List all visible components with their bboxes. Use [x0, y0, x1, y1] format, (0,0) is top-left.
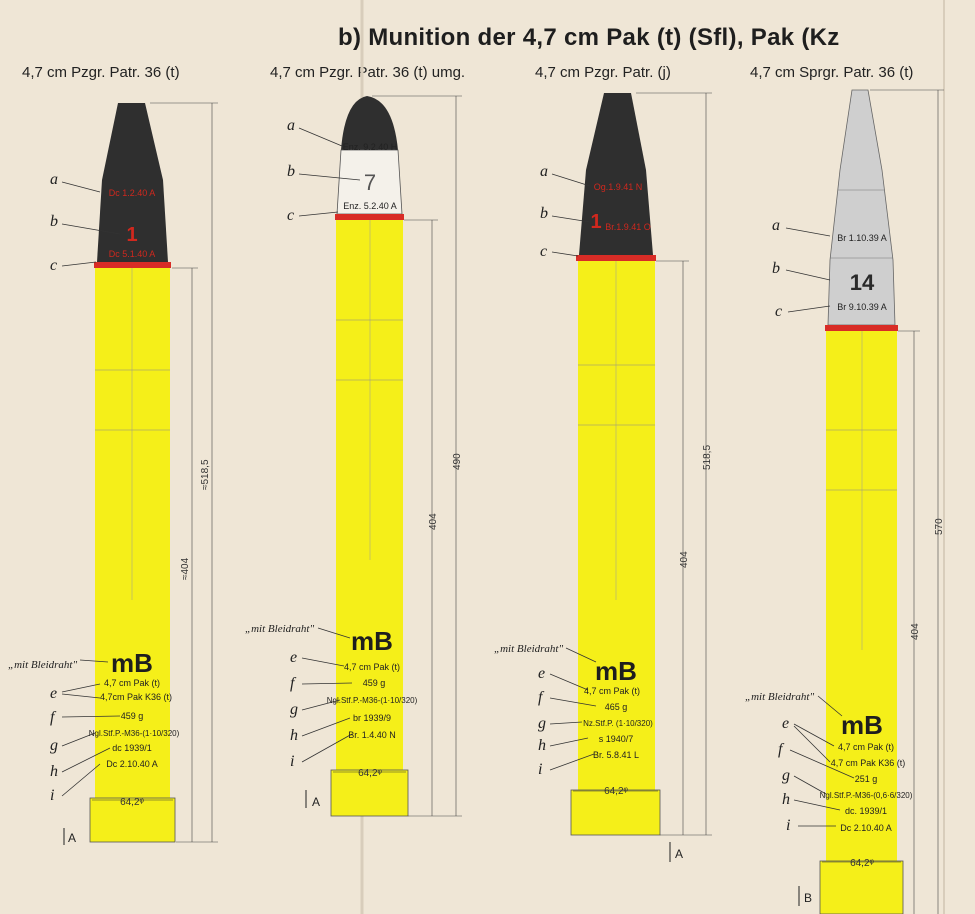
dim-total-4: 570 [934, 518, 945, 535]
dim-total-1: ≈518,5 [200, 459, 211, 490]
dia-4: 64,2ᵠ [850, 858, 874, 869]
caption-cartridge-1: 4,7 cm Pzgr. Patr. 36 (t) [22, 64, 180, 81]
driving-band-1 [94, 262, 171, 268]
label-4-g: g [782, 767, 790, 784]
case-line-3-2: Nz.Stf.P. (1·10/320) [583, 719, 653, 728]
section-2: A [312, 795, 321, 809]
bleidraht-4: „mit Bleidraht" [745, 691, 815, 703]
case-line-2-1: 459 g [362, 678, 386, 688]
case-line-4-0: 4,7 cm Pak (t) [837, 742, 895, 752]
cartridge-2 [245, 96, 463, 816]
label-3-c: c [540, 243, 548, 260]
label-3-h: h [538, 737, 546, 754]
case-line-3-4: Br. 5.8.41 L [592, 750, 640, 760]
label-2-h: h [290, 727, 298, 744]
label-3-f: f [538, 689, 543, 706]
projectile-number-1: 1 [126, 224, 138, 246]
case-line-1-5: Dc 2.10.40 A [106, 759, 158, 769]
case-line-4-3: Ngl.Stf.P.-M36-(0,6·6/320) [819, 791, 913, 800]
case-line-3-0: 4,7 cm Pak (t) [583, 686, 641, 696]
bleidraht-1: „mit Bleidraht" [8, 659, 78, 671]
mark-2: mB [351, 626, 393, 656]
tip-mark-2b: Enz. 5.2.40 A [343, 201, 397, 211]
tip-mark-1b: Dc 5.1.40 A [108, 249, 156, 259]
tip-mark-2a: Enz. 9.2.40 H [342, 142, 398, 152]
label-2-f: f [290, 675, 295, 692]
label-4-b: b [772, 260, 780, 277]
caption-cartridge-4: 4,7 cm Sprgr. Patr. 36 (t) [750, 64, 914, 81]
bleidraht-3: „mit Bleidraht" [494, 643, 564, 655]
dim-case-2: 404 [428, 513, 439, 530]
label-1-f: f [50, 709, 55, 726]
case-line-2-4: Br. 1.4.40 N [348, 730, 396, 740]
case-line-2-0: 4,7 cm Pak (t) [343, 662, 401, 672]
case-line-1-3: Ngl.Stf.P.-M36-(1·10/320) [88, 729, 180, 738]
label-3-i: i [538, 761, 543, 778]
section-3: A [675, 847, 684, 861]
section-4: B [804, 891, 813, 905]
case-line-1-1: 4,7cm Pak K36 (t) [99, 692, 173, 702]
label-1-e: e [50, 685, 58, 702]
projectile-number-4: 14 [849, 270, 875, 295]
label-2-e: e [290, 649, 298, 666]
mark-1: mB [111, 648, 153, 678]
section-1: A [68, 831, 77, 845]
dim-case-4: 404 [910, 623, 921, 640]
dim-total-3: 518,5 [702, 444, 713, 470]
tip-mark-1a: Dc 1.2.40 A [108, 188, 156, 198]
cartridge-4 [745, 90, 945, 914]
dim-case-1: ≈404 [180, 557, 191, 580]
label-3-a: a [540, 163, 548, 180]
case-line-1-0: 4,7 cm Pak (t) [103, 678, 161, 688]
label-2-i: i [290, 753, 295, 770]
label-1-h: h [50, 763, 58, 780]
case-line-4-1: 4,7 cm Pak K36 (t) [830, 758, 906, 768]
driving-band-3 [576, 255, 656, 261]
label-4-h: h [782, 791, 790, 808]
label-4-e: e [782, 715, 790, 732]
caption-cartridge-3: 4,7 cm Pzgr. Patr. (j) [535, 64, 671, 81]
driving-band-4 [825, 325, 898, 331]
dia-3: 64,2ᵠ [604, 786, 628, 797]
label-1-g: g [50, 737, 58, 754]
projectile-number-3: 1 [590, 211, 602, 233]
dim-total-2: 490 [452, 453, 463, 470]
case-line-4-4: dc. 1939/1 [844, 806, 888, 816]
label-1-c: c [50, 257, 58, 274]
label-3-b: b [540, 205, 548, 222]
label-1-a: a [50, 171, 58, 188]
mark-3: mB [595, 656, 637, 686]
tip-mark-3b: Br.1.9.41 O [605, 222, 651, 232]
dim-case-3: 404 [679, 551, 690, 568]
bleidraht-2: „mit Bleidraht" [245, 623, 315, 635]
label-4-c: c [775, 303, 783, 320]
case-line-3-1: 465 g [604, 702, 628, 712]
projectile-number-2: 7 [363, 170, 377, 195]
label-2-a: a [287, 117, 295, 134]
case-line-4-5: Dc 2.10.40 A [840, 823, 892, 833]
driving-band-2 [335, 214, 404, 220]
case-body-2 [336, 220, 403, 795]
case-line-3-3: s 1940/7 [598, 734, 634, 744]
tip-mark-3a: Og.1.9.41 N [593, 182, 643, 192]
mark-4: mB [841, 710, 883, 740]
label-4-a: a [772, 217, 780, 234]
dia-1: 64,2ᵠ [120, 797, 144, 808]
label-3-e: e [538, 665, 546, 682]
label-1-i: i [50, 787, 55, 804]
label-2-c: c [287, 207, 295, 224]
case-line-4-2: 251 g [854, 774, 878, 784]
label-4-i: i [786, 817, 791, 834]
cartridge-1 [8, 103, 218, 845]
label-2-b: b [287, 163, 295, 180]
label-4-f: f [778, 741, 783, 758]
case-line-1-4: dc 1939/1 [112, 743, 152, 753]
case-line-2-2: Ngl.Stf.P.-M36-(1·10/320) [326, 696, 418, 705]
label-2-g: g [290, 701, 298, 718]
cartridge-3 [494, 93, 713, 862]
tip-mark-4a: Br 1.10.39 A [837, 233, 887, 243]
label-1-b: b [50, 213, 58, 230]
tip-mark-4b: Br 9.10.39 A [837, 302, 887, 312]
case-line-1-2: 459 g [120, 711, 144, 721]
caption-cartridge-2: 4,7 cm Pzgr. Patr. 36 (t) umg. [270, 64, 466, 81]
label-3-g: g [538, 715, 546, 732]
case-line-2-3: br 1939/9 [352, 713, 392, 723]
dia-2: 64,2ᵠ [358, 768, 382, 779]
page-title: b) Munition der 4,7 cm Pak (t) (Sfl), Pak (Kz [338, 24, 840, 51]
